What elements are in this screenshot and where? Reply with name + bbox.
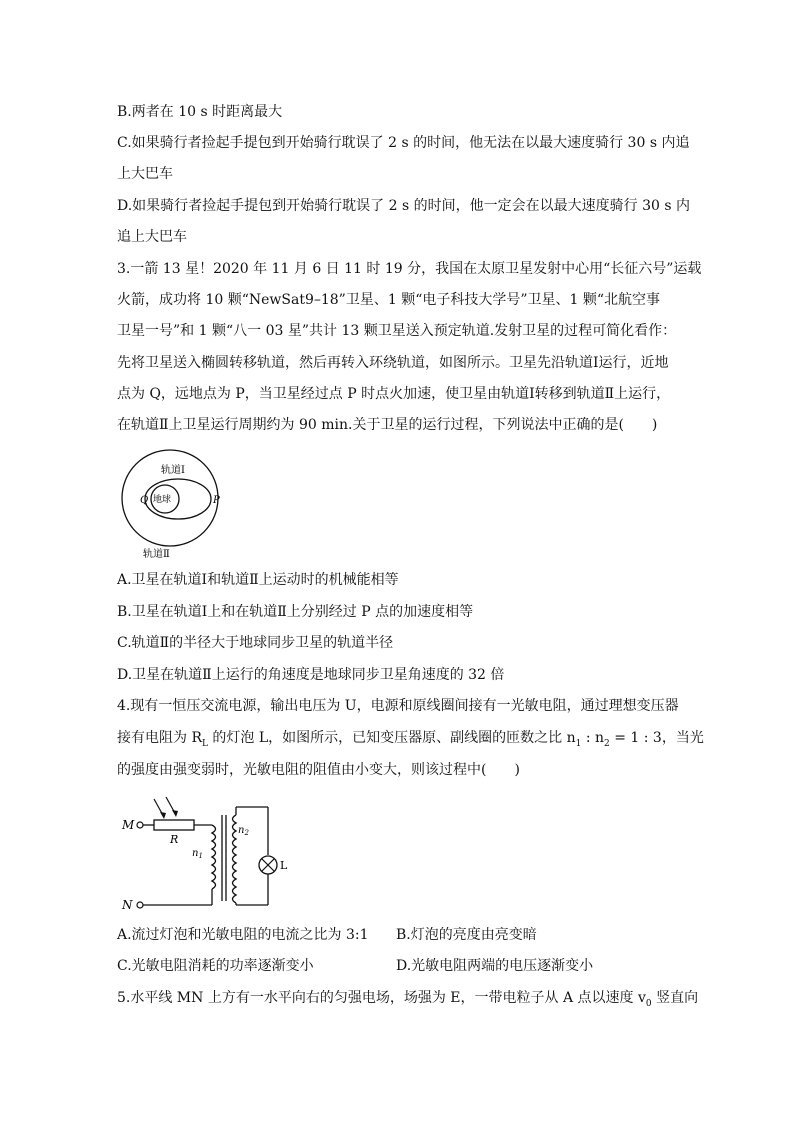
option-c-cont: 上大巴车	[117, 166, 173, 182]
q3-option-d: D.卫星在轨道Ⅱ上运行的角速度是地球同步卫星角速度的 32 倍	[117, 667, 505, 683]
point-q-label: Q	[140, 495, 149, 506]
q3-stem-2: 火箭，成功将 10 颗“NewSat9–18”卫星、1 颗“电子科技大学号”卫星、1 颗“北航空事	[117, 292, 661, 308]
n2-label: $n_2$	[238, 825, 249, 837]
q4-stem-1: 4.现有一恒压交流电源，输出电压为 U，电源和原线圈间接有一光敏电阻，通过理想变压器	[117, 698, 679, 714]
orbit-2-label: 轨道Ⅱ	[143, 549, 170, 560]
orbit-1-label: 轨道Ⅰ	[161, 465, 185, 476]
q3-stem-4: 先将卫星送入椭圆转移轨道，然后再转入环绕轨道，如图所示。卫星先沿轨道Ⅰ运行，近地	[117, 355, 669, 371]
circuit-diagram	[118, 793, 298, 918]
q3-option-c: C.轨道Ⅱ的半径大于地球同步卫星的轨道半径	[117, 635, 394, 651]
q3-stem-3: 卫星一号”和 1 颗“八一 03 星”共计 13 颗卫星送入预定轨道.发射卫星的过程可简化看作：	[117, 323, 677, 339]
q3-option-b: B.卫星在轨道Ⅰ上和在轨道Ⅱ上分别经过 P 点的加速度相等	[117, 604, 474, 620]
q4-option-c: C.光敏电阻消耗的功率逐渐变小	[117, 958, 314, 974]
q3-stem-5: 点为 Q，远地点为 P，当卫星经过点 P 时点火加速，使卫星由轨道Ⅰ转移到轨道Ⅱ上运行，	[117, 386, 671, 402]
q4-option-a: A.流过灯泡和光敏电阻的电流之比为 3:1	[117, 927, 369, 943]
lamp-label: L	[280, 859, 288, 872]
q3-stem-6: 在轨道Ⅱ上卫星运行周期约为 90 min.关于卫星的运行过程，下列说法中正确的是( )	[117, 417, 658, 433]
option-c: C.如果骑行者捡起手提包到开始骑行耽误了 2 s 的时间，他无法在以最大速度骑行 30 s 内追	[117, 135, 690, 151]
q4-stem-2: 接有电阻为 $R_L$ 的灯泡 L，如图所示，已知变压器原、副线圈的匝数之比 $n_1$ : $n_2 = 1$ : 3，当光	[117, 730, 704, 749]
primary-coil	[212, 825, 216, 889]
q5-stem-1: 5.水平线 MN 上方有一水平向右的匀强电场，场强为 E，一带电粒子从 A 点以速度 $v_0$ 竖直向	[117, 990, 699, 1009]
option-b: B.两者在 10 s 时距离最大	[117, 104, 283, 120]
photoresistor	[154, 820, 194, 830]
terminal-m	[137, 822, 143, 828]
option-d: D.如果骑行者捡起手提包到开始骑行耽误了 2 s 的时间，他一定会在以最大速度骑行 30 s 内	[117, 198, 690, 214]
terminal-m-label: M	[122, 818, 135, 832]
option-d-cont: 追上大巴车	[117, 229, 187, 245]
terminal-n	[137, 902, 143, 908]
q4-stem-3: 的强度由强变弱时，光敏电阻的阻值由小变大，则该过程中( )	[117, 762, 520, 778]
point-p-label: P	[213, 495, 220, 506]
q3-option-a: A.卫星在轨道Ⅰ和轨道Ⅱ上运动时的机械能相等	[117, 572, 399, 588]
secondary-coil	[233, 815, 237, 903]
resistor-label: R	[170, 833, 179, 846]
q3-stem-1: 3.一箭 13 星！2020 年 11 月 6 日 11 时 19 分，我国在太原卫星发射中心用“长征六号”运载	[117, 261, 702, 277]
q4-option-b: B.灯泡的亮度由亮变暗	[396, 927, 537, 943]
q4-option-d: D.光敏电阻两端的电压逐渐变小	[396, 958, 594, 974]
terminal-n-label: N	[122, 898, 133, 912]
earth-label: 地球	[153, 495, 172, 505]
orbit-diagram	[115, 448, 245, 560]
n1-label: $n_1$	[192, 848, 203, 860]
